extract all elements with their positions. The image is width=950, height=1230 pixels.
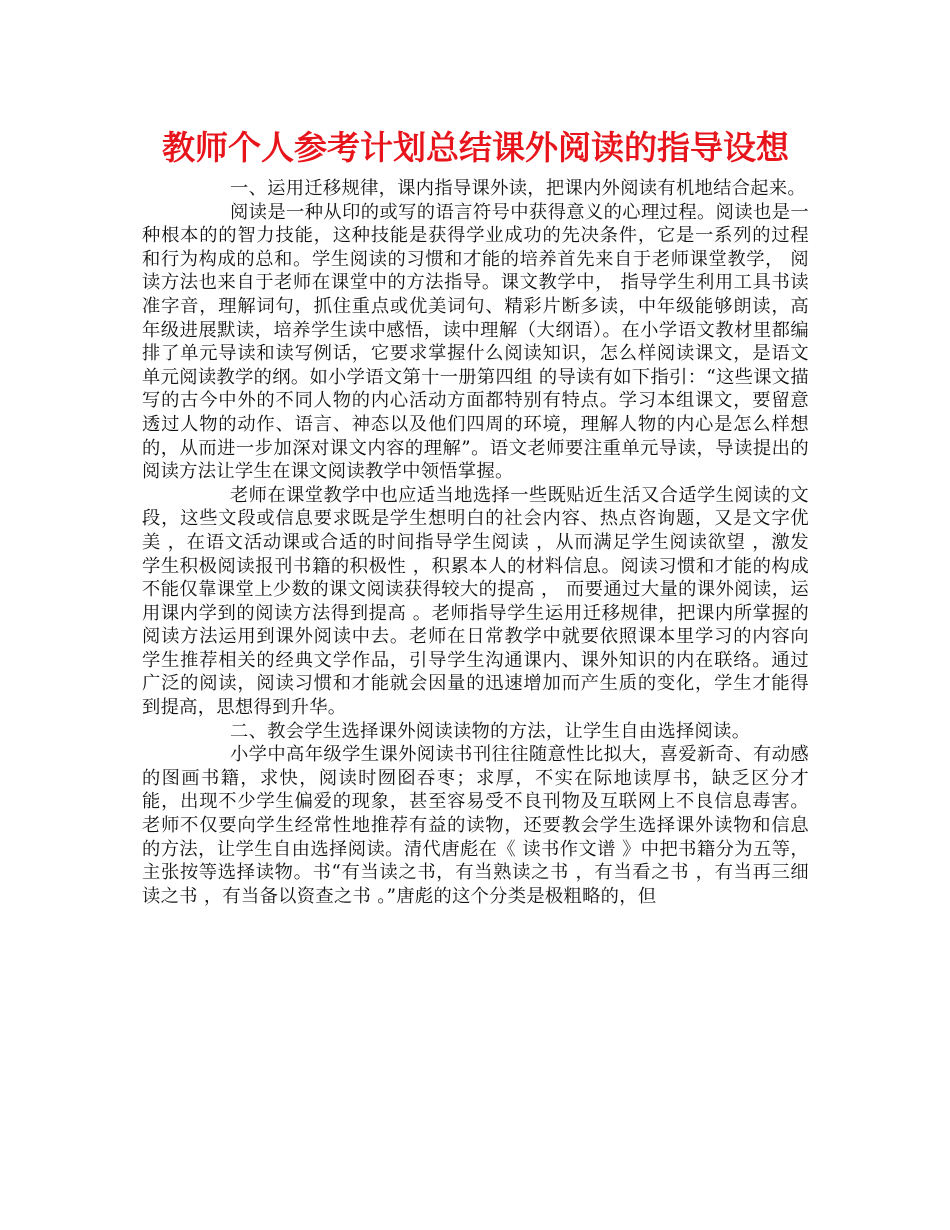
- document-body: [142, 177, 809, 908]
- document-title: 教师个人参考计划总结课外阅读的指导设想: [162, 128, 789, 167]
- paragraph: 阅读是一种从印的或写的语言符号中获得意义的心理过程。阅读也是一种根本的的智力技能，这种技能是获得学业成功的先决条件，它是一系列的过程和行为构成的总和。学生阅读的习惯和才能的培养首先来自于老师课堂教学， 阅读方法也来自于老师在课堂中的方法指导。课文教学中， 指导学生利用工具书读准字音，理解词句，抓住重点或优美词句、精彩片断多读，中年级能够朗读，高年级进展默读，培养学生读中感悟，读中理解（大纲语）。在小学语文教材里都编排了单元导读和读写例话，它要求掌握什么阅读知识，怎么样阅读课文，是语文单元阅读教学的纲。如小学语文第十一册第四组 的导读有如下指引：“这些课文描写的古今中外的不同人物的内心活动方面都特别有特点。学习本组课文，要留意透过人物的动作、语言、神态以及他们四周的环境，理解人物的内心是怎么样想的，从而进一步加深对课文内容的理解”。语文老师要注重单元导读，导读提出的阅读方法让学生在课文阅读教学中领悟掌握。: [142, 201, 809, 483]
- section-heading-2: 二、教会学生选择课外阅读读物的方法，让学生自由选择阅读。: [230, 720, 751, 742]
- paragraph: 小学中高年级学生课外阅读书刊往往随意性比拟大，喜爱新奇、有动感的图画书籍，求快，阅读时囫囵吞枣；求厚，不实在际地读厚书，缺乏区分才能，出现不少学生偏爱的现象，甚至容易受不良刊物及互联网上不良信息毒害。老师不仅要向学生经常性地推荐有益的读物，还要教会学生选择课外读物和信息的方法，让学生自由选择阅读。清代唐彪在《 读书作文谱 》中把书籍分为五等，主张按等选择读物。书“有当读之书，有当熟读之书 ，有当看之书 ，有当再三细读之书 ，有当备以资查之书 。”唐彪的这个分类是极粗略的，但: [142, 744, 809, 907]
- paragraph: 老师在课堂教学中也应适当地选择一些既贴近生活又合适学生阅读的文段，这些文段或信息要求既是学生想明白的社会内容、热点咨询题，又是文字优美 ，在语文活动课或合适的时间指导学生阅读 ，从而满足学生阅读欲望 ，激发学生积极阅读报刊书籍的积极性 ，积累本人的材料信息。阅读习惯和才能的构成不能仅靠课堂上少数的课文阅读获得较大的提高 ， 而要通过大量的课外阅读，运用课内学到的阅读方法得到提高 。老师指导学生运用迁移规律，把课内所掌握的阅读方法运用到课外阅读中去。老师在日常教学中就要依照课本里学习的内容向学生推荐相关的经典文学作品，引导学生沟通课内、课外知识的内在联络。通过广泛的阅读，阅读习惯和才能就会因量的迅速增加而产生质的变化，学生才能得到提高，思想得到升华。: [142, 484, 809, 719]
- section-heading-1: 一、运用迁移规律，课内指导课外读，把课内外阅读有机地结合起来。: [230, 178, 807, 199]
- document-page: [142, 125, 809, 908]
